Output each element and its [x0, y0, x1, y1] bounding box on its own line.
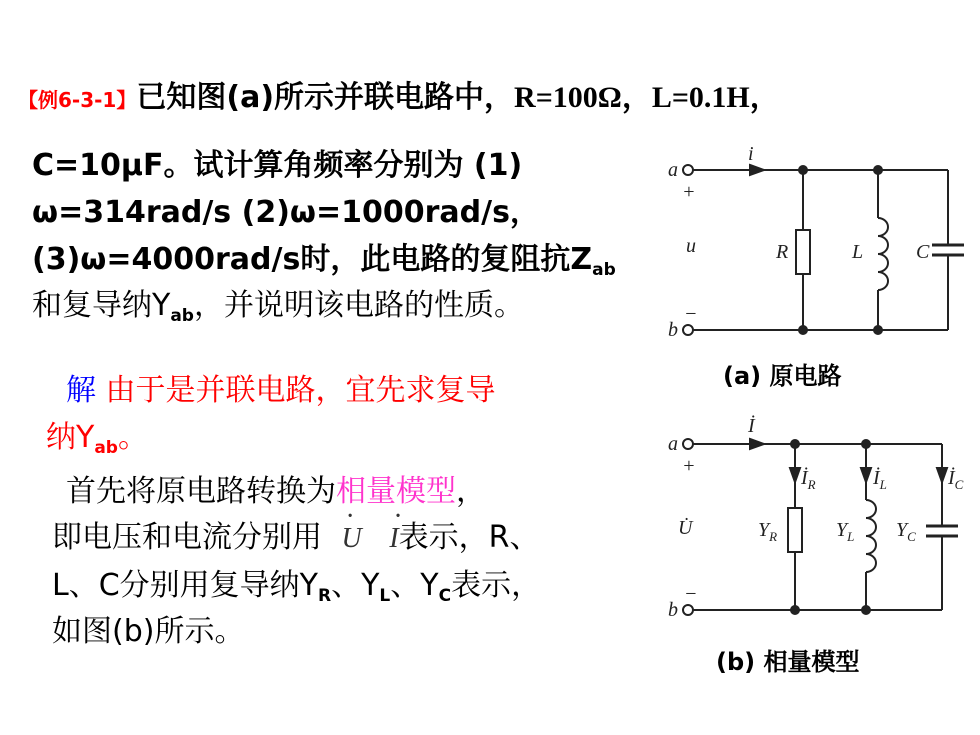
label-a-b: a [668, 433, 678, 455]
label-l: L [852, 241, 864, 263]
label-a: a [668, 159, 678, 181]
para-1-tail: ， [456, 474, 486, 509]
para-3-text: L、C分别用复导纳Y [52, 568, 318, 603]
label-il: $İ_L$ [873, 467, 887, 492]
solution-para-1 [66, 472, 486, 512]
problem-line-3: ω=314rad/s (2)ω=1000rad/s， [32, 195, 540, 230]
phasor-i-symbol: · I [389, 519, 398, 559]
para-3-mid1: 、Y [331, 568, 380, 603]
admittance-yl [866, 500, 876, 572]
figure-a-caption: (a) 原电路 [723, 362, 842, 390]
figure-b-caption: (b) 相量模型 [716, 648, 860, 676]
label-b: b [668, 319, 678, 341]
para-3-mid2: 、Y [390, 568, 439, 603]
solution-line-1 [66, 371, 496, 411]
solution-yab-subscript: ab [94, 438, 118, 458]
inductor-l [878, 218, 888, 290]
problem-title-line [18, 78, 780, 120]
terminal-a-node [683, 165, 693, 175]
label-current-phasor: İ [748, 415, 755, 437]
para-2-tail: 表示，R、 [398, 520, 540, 555]
solution-text-2: 纳Y [46, 420, 95, 455]
phasor-u-symbol: · U [342, 519, 362, 559]
label-ir: $İ_R$ [801, 467, 816, 492]
solution-para-3 [52, 566, 541, 606]
label-voltage-phasor: U̇ [678, 517, 693, 539]
label-r: R [776, 241, 789, 263]
yc-subscript: C [438, 586, 452, 606]
ir-arrow [790, 468, 800, 482]
circuit-diagram-a [660, 140, 970, 345]
problem-params: R=100Ω，L=0.1H， [514, 81, 780, 114]
label-b-b: b [668, 599, 678, 621]
label-voltage-u: u [686, 235, 696, 257]
label-plus: + [682, 181, 696, 203]
solution-text-1: 由于是并联电路，宜先求复导 [96, 373, 496, 408]
label-current-i: i [748, 143, 754, 165]
label-minus: − [684, 303, 698, 325]
ic-arrow [937, 468, 947, 482]
problem-title: 已知图(a)所示并联电路中， [136, 80, 515, 115]
label-c: C [916, 241, 930, 263]
zab-subscript: ab [592, 260, 616, 280]
solution-para-4: 如图(b)所示。 [52, 614, 245, 649]
solution-line-2 [46, 418, 148, 458]
problem-line-5-tail: ，并说明该电路的性质。 [193, 288, 524, 323]
problem-line-2: C=10μF。试计算角频率分别为 (1) [32, 148, 523, 183]
yl-subscript: L [379, 586, 391, 606]
circuit-diagram-b [660, 410, 970, 625]
label-yl: $Y_L$ [836, 519, 855, 544]
para-1-text: 首先将原电路转换为 [66, 474, 336, 509]
il-arrow [861, 468, 871, 482]
yab-subscript: ab [170, 306, 194, 326]
example-tag: 【例6-3-1】 [18, 88, 137, 112]
solution-label: 解 [66, 373, 96, 408]
current-arrow-b [750, 439, 764, 449]
problem-line-4-text: (3)ω=4000rad/s时，此电路的复阻抗Z [32, 242, 593, 277]
admittance-yr [788, 508, 802, 552]
label-minus-b: − [684, 583, 698, 605]
phasor-model-highlight: 相量模型 [336, 474, 456, 509]
label-yc: $Y_C$ [896, 519, 916, 544]
terminal-b-node [683, 325, 693, 335]
para-3-tail: 表示， [451, 568, 542, 603]
yr-subscript: R [318, 586, 332, 606]
resistor-r [796, 230, 810, 274]
label-plus-b: + [682, 455, 696, 477]
solution-para-2 [52, 518, 540, 559]
label-yr: $Y_R$ [758, 519, 778, 544]
problem-line-4 [32, 240, 616, 280]
para-2-text: 即电压和电流分别用 [52, 520, 322, 555]
label-ic: $İ_C$ [948, 467, 964, 492]
current-arrow [750, 165, 764, 175]
problem-line-5-text: 和复导纳Y [32, 288, 171, 323]
problem-line-5 [32, 286, 524, 326]
solution-text-2-tail: 。 [117, 420, 148, 455]
